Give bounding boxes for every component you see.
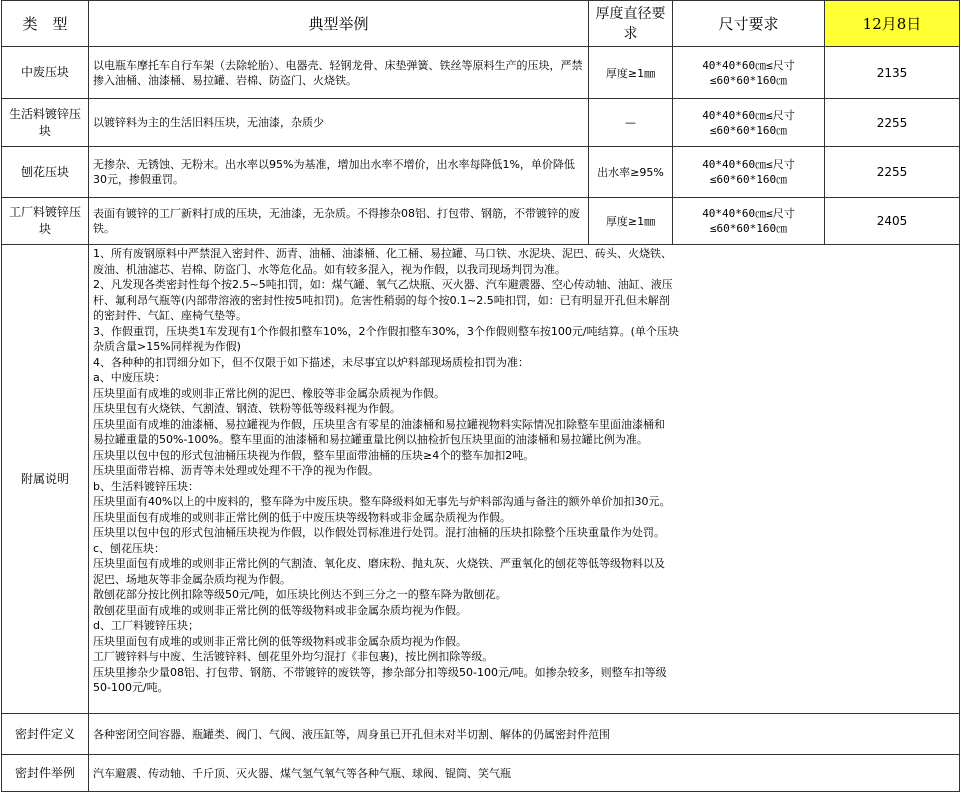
note-line: 散刨花里面有成堆的或则非正常比例的低等级物料或非金属杂质均视为作假。 xyxy=(93,603,467,617)
header-date: 12月8日 xyxy=(825,1,960,47)
row-price: 2135 xyxy=(825,47,960,99)
row-thickness: 厚度≥1㎜ xyxy=(589,47,673,99)
note-line: c、刨花压块： xyxy=(93,541,166,555)
notes-row xyxy=(2,245,960,714)
note-line: 杆、氟利昂气瓶等(内部带溶液的密封性按5吨扣罚)。危害性稍弱的每个按0.1~2.5吨扣罚，如：已有明显开孔但未解剖 xyxy=(93,293,670,307)
header-example: 典型举例 xyxy=(89,1,589,47)
note-line: 散刨花部分按比例扣除等级50元/吨，如压块比例达不到三分之一的整车降为散刨花。 xyxy=(93,588,507,601)
note-line: 压块里面包有成堆的或则非正常比例的气割渣、氧化皮、磨床粉、抛丸灰、火烧铁、严重氧化的刨花等低等级物料以及 xyxy=(93,557,665,570)
note-line: 压块里以包中包的形式包油桶压块视为作假，整车里面带油桶的压块≥4个的整车加扣2吨。 xyxy=(93,448,535,462)
note-line: 3、作假重罚，压块类1车发现有1个作假扣整车10%，2个作假扣整车30%，3个作假则整车按100元/吨结算。(单个压块 xyxy=(93,324,679,338)
row-size: 40*40*60㎝≤尺寸≤60*60*160㎝ xyxy=(673,198,825,245)
row-size: 40*40*60㎝≤尺寸≤60*60*160㎝ xyxy=(673,99,825,147)
row-thickness: — xyxy=(589,99,673,147)
price-table xyxy=(1,0,960,792)
note-line: 压块里掺杂少量08铝、打包带、钢筋、不带镀锌的废铁等，掺杂部分扣等级50-100元/吨。如掺杂较多，则整车扣等级 xyxy=(93,665,667,679)
row-type: 生活料镀锌压块 xyxy=(2,99,89,147)
note-line: 2、凡发现各类密封性每个按2.5~5吨扣罚，如：煤气罐、氧气乙炔瓶、灭火器、汽车避震器、空心传动轴、油缸、液压 xyxy=(93,278,673,291)
seal-definition-label: 密封件定义 xyxy=(2,714,89,755)
table-row xyxy=(2,47,960,99)
note-line: 1、所有废钢原料中严禁混入密封件、沥青、油桶、油漆桶、化工桶、易拉罐、马口铁、水泥块、泥巴、砖头、火烧铁、 xyxy=(93,247,672,260)
row-example: 以镀锌料为主的生活旧料压块，无油漆，杂质少 xyxy=(89,99,589,147)
row-price: 2405 xyxy=(825,198,960,245)
note-line: 压块里面有成堆的油漆桶、易拉罐视为作假，压块里含有零星的油漆桶和易拉罐视物料实际情况扣除整车里面油漆桶和 xyxy=(93,417,665,431)
seal-example-row xyxy=(2,755,960,792)
note-line: a、中废压块： xyxy=(93,371,166,384)
seal-example-label: 密封件举例 xyxy=(2,755,89,792)
seal-definition-row xyxy=(2,714,960,755)
note-line: 工厂镀锌料与中废、生活镀锌料、刨花里外均匀混打《非包裹)，按比例扣除等级。 xyxy=(93,650,494,663)
notes-content xyxy=(89,245,960,714)
header-row xyxy=(2,1,960,47)
row-type: 中废压块 xyxy=(2,47,89,99)
row-thickness: 出水率≥95% xyxy=(589,147,673,198)
note-line: 的密封件、气缸、座椅气垫等。 xyxy=(93,309,247,322)
notes-label: 附属说明 xyxy=(2,245,89,714)
note-line: 杂质含量>15%同样视为作假) xyxy=(93,340,241,353)
note-line: d、工厂料镀锌压块； xyxy=(93,619,199,632)
note-line: 废油、机油滤芯、岩棉、防盗门、水等危化品。如有较多混入，视为作假，以我司现场判罚为准。 xyxy=(93,262,566,276)
row-example: 无掺杂、无锈蚀、无粉末。出水率以95%为基准，增加出水率不增价，出水率每降低1%，单价降低30元，掺假重罚。 xyxy=(89,147,589,198)
row-size: 40*40*60㎝≤尺寸≤60*60*160㎝ xyxy=(673,47,825,99)
note-line: 泥巴、场地灰等非金属杂质均视为作假。 xyxy=(93,572,291,586)
table-row xyxy=(2,147,960,198)
header-size: 尺寸要求 xyxy=(673,1,825,47)
note-line: 易拉罐重量的50%-100%。整车里面的油漆桶和易拉罐重量比例以抽检折包压块里面的油漆桶和易拉罐比例为准。 xyxy=(93,433,648,446)
row-thickness: 厚度≥1㎜ xyxy=(589,198,673,245)
note-line: 压块里包有火烧铁、气割渣、钢渣、铁粉等低等级料视为作假。 xyxy=(93,402,401,415)
row-type: 刨花压块 xyxy=(2,147,89,198)
note-line: b、生活料镀锌压块： xyxy=(93,479,199,493)
note-line: 50-100元/吨。 xyxy=(93,681,169,694)
row-example: 表面有镀锌的工厂新料打成的压块，无油漆，无杂质。不得掺杂08铝、打包带、钢筋，不带镀锌的废铁。 xyxy=(89,198,589,245)
row-example: 以电瓶车摩托车自行车架（去除轮胎）、电器壳、轻钢龙骨、床垫弹簧、铁丝等原料生产的压块，严禁掺入油桶、油漆桶、易拉罐、岩棉、防盗门、火烧铁。 xyxy=(89,47,589,99)
seal-example-text: 汽车避震、传动轴、千斤顶、灭火器、煤气氢气氧气等各种气瓶、球阀、锟筒、笑气瓶 xyxy=(89,755,960,792)
header-type: 类 型 xyxy=(2,1,89,47)
table-row xyxy=(2,99,960,147)
row-price: 2255 xyxy=(825,99,960,147)
seal-definition-text: 各种密闭空间容器、瓶罐类、阀门、气阀、液压缸等，周身虽已开孔但未对半切割、解体的仍属密封件范围 xyxy=(89,714,960,755)
row-price: 2255 xyxy=(825,147,960,198)
note-line: 压块里面包有成堆的或则非正常比例的低等级物料或非金属杂质均视为作假。 xyxy=(93,634,467,648)
note-line: 4、各种种的扣罚细分如下，但不仅限于如下描述，未尽事宜以炉料部现场质检扣罚为准： xyxy=(93,355,529,369)
note-line: 压块里面包有成堆的或则非正常比例的低于中废压块等级物料或非金属杂质视为作假。 xyxy=(93,510,511,524)
note-line: 压块里以包中包的形式包油桶压块视为作假，以作假处罚标准进行处罚。混打油桶的压块扣除整个压块重量作为处罚。 xyxy=(93,526,665,539)
note-line: 压块里面有成堆的或则非正常比例的泥巴、橡胶等非金属杂质视为作假。 xyxy=(93,386,445,400)
note-line: 压块里面有40%以上的中废料的，整车降为中废压块。整车降级料如无事先与炉料部沟通与备注的额外单价加扣30元。 xyxy=(93,495,671,508)
table-row xyxy=(2,198,960,245)
note-line: 压块里面带岩棉、沥青等未处理或处理不干净的视为作假。 xyxy=(93,464,379,477)
row-type: 工厂料镀锌压块 xyxy=(2,198,89,245)
header-thickness: 厚度直径要求 xyxy=(589,1,673,47)
row-size: 40*40*60㎝≤尺寸≤60*60*160㎝ xyxy=(673,147,825,198)
